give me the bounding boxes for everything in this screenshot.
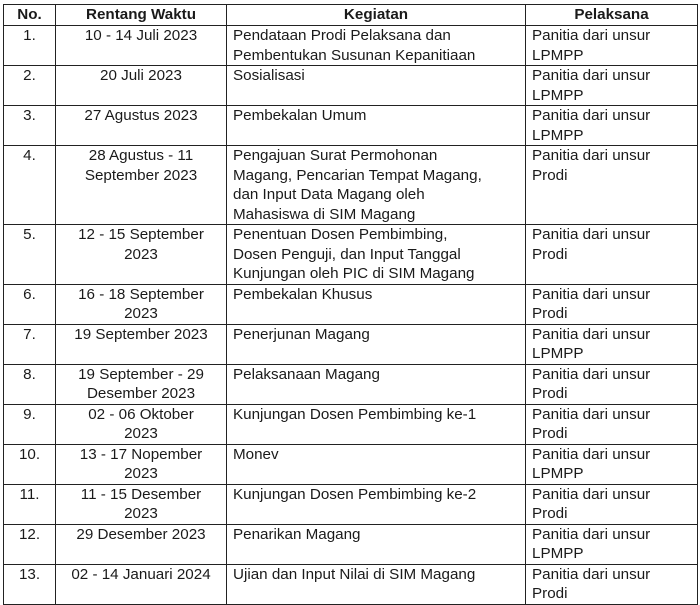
executor-cell bbox=[526, 26, 698, 66]
table-row bbox=[4, 225, 698, 285]
activity-cell-line: Magang, Pencarian Tempat Magang, bbox=[233, 166, 482, 184]
time-range-cell-line: September 2023 bbox=[84, 166, 198, 184]
activity-cell-line: dan Input Data Magang oleh bbox=[233, 186, 425, 203]
executor-cell-line: LPMPP bbox=[532, 86, 584, 104]
executor-cell bbox=[526, 284, 698, 324]
activity-cell-line: Kunjungan Dosen Pembimbing ke-2 bbox=[233, 485, 477, 503]
table-row bbox=[4, 66, 698, 106]
time-range-cell-line: 11 - 15 Desember bbox=[80, 485, 202, 503]
time-range-cell-line: 16 - 18 September bbox=[78, 285, 204, 303]
executor-cell-line: LPMPP bbox=[532, 345, 584, 362]
executor-cell-line: Panitia dari unsur bbox=[532, 107, 651, 124]
executor-cell bbox=[526, 364, 698, 404]
time-range-cell-line: 2023 bbox=[124, 465, 158, 482]
executor-cell-line: Panitia dari unsur bbox=[532, 365, 651, 383]
row-number: 4. bbox=[4, 146, 56, 225]
time-range-cell-line: 28 Agustus - 11 bbox=[88, 147, 194, 164]
executor-cell bbox=[526, 524, 698, 564]
executor-cell-line: Prodi bbox=[532, 585, 568, 602]
row-number: 11. bbox=[4, 484, 56, 524]
table-row bbox=[4, 364, 698, 404]
activity-cell bbox=[227, 106, 526, 146]
row-number: 3. bbox=[4, 106, 56, 146]
time-range-cell bbox=[56, 444, 227, 484]
row-number: 8. bbox=[4, 364, 56, 404]
time-range-cell bbox=[56, 564, 227, 604]
executor-cell-line: Panitia dari unsur bbox=[532, 525, 651, 543]
time-range-cell-line: 29 Desember 2023 bbox=[76, 525, 206, 543]
time-range-cell bbox=[56, 404, 227, 444]
time-range-cell-line: 02 - 14 Januari 2024 bbox=[71, 565, 211, 583]
executor-cell-line: Panitia dari unsur bbox=[532, 325, 651, 343]
executor-cell-line: LPMPP bbox=[532, 46, 584, 64]
time-range-cell-line: 20 Juli 2023 bbox=[100, 67, 182, 84]
row-number: 9. bbox=[4, 404, 56, 444]
time-range-cell-line: 2023 bbox=[124, 425, 158, 442]
column-header-activity: Kegiatan bbox=[227, 5, 526, 26]
time-range-cell bbox=[56, 284, 227, 324]
activity-cell-line: Pembentukan Susunan Kepanitiaan bbox=[233, 46, 476, 64]
table-row bbox=[4, 146, 698, 225]
table-row bbox=[4, 524, 698, 564]
activity-cell bbox=[227, 146, 526, 225]
executor-cell bbox=[526, 484, 698, 524]
activity-cell bbox=[227, 364, 526, 404]
executor-cell-line: Panitia dari unsur bbox=[532, 485, 651, 503]
table-row bbox=[4, 106, 698, 146]
activity-cell-line: Ujian dan Input Nilai di SIM Magang bbox=[233, 565, 476, 583]
activity-cell-line: Sosialisasi bbox=[233, 67, 305, 84]
row-number: 1. bbox=[4, 26, 56, 66]
executor-cell-line: LPMPP bbox=[532, 545, 584, 562]
time-range-cell bbox=[56, 364, 227, 404]
activity-cell-line: Kunjungan oleh PIC di SIM Magang bbox=[233, 265, 475, 282]
time-range-cell bbox=[56, 146, 227, 225]
time-range-cell bbox=[56, 106, 227, 146]
row-number: 10. bbox=[4, 444, 56, 484]
time-range-cell-line: 27 Agustus 2023 bbox=[84, 107, 198, 124]
activity-cell bbox=[227, 404, 526, 444]
executor-cell-line: Panitia dari unsur bbox=[532, 226, 651, 243]
executor-cell bbox=[526, 324, 698, 364]
column-header-executor: Pelaksana bbox=[526, 5, 698, 26]
executor-cell-line: Prodi bbox=[532, 385, 568, 402]
activity-cell bbox=[227, 284, 526, 324]
executor-cell-line: Panitia dari unsur bbox=[532, 27, 651, 44]
row-number: 5. bbox=[4, 225, 56, 285]
executor-cell bbox=[526, 444, 698, 484]
time-range-cell-line: 02 - 06 Oktober bbox=[88, 405, 194, 423]
activity-cell bbox=[227, 484, 526, 524]
executor-cell bbox=[526, 564, 698, 604]
executor-cell-line: Panitia dari unsur bbox=[532, 147, 651, 164]
executor-cell-line: Panitia dari unsur bbox=[532, 445, 651, 463]
activity-cell-line: Penentuan Dosen Pembimbing, bbox=[233, 226, 448, 243]
table-body bbox=[4, 26, 698, 605]
time-range-cell bbox=[56, 484, 227, 524]
activity-cell-line: Penerjunan Magang bbox=[233, 325, 370, 343]
column-header-time-range: Rentang Waktu bbox=[56, 5, 227, 26]
time-range-cell bbox=[56, 324, 227, 364]
time-range-cell-line: 12 - 15 September bbox=[78, 226, 204, 243]
activity-cell bbox=[227, 26, 526, 66]
activity-cell bbox=[227, 524, 526, 564]
table-row bbox=[4, 26, 698, 66]
activity-cell-line: Dosen Penguji, dan Input Tanggal bbox=[233, 245, 461, 263]
activity-cell-line: Pembekalan Umum bbox=[233, 107, 367, 124]
activity-cell bbox=[227, 66, 526, 106]
row-number: 12. bbox=[4, 524, 56, 564]
row-number: 2. bbox=[4, 66, 56, 106]
time-range-cell-line: 19 September 2023 bbox=[74, 325, 208, 343]
row-number: 13. bbox=[4, 564, 56, 604]
activity-cell-line: Pendataan Prodi Pelaksana dan bbox=[233, 27, 451, 44]
activity-cell-line: Pelaksanaan Magang bbox=[233, 365, 380, 383]
time-range-cell-line: 19 September - 29 bbox=[78, 365, 204, 383]
time-range-cell-line: 2023 bbox=[124, 505, 158, 522]
row-number: 6. bbox=[4, 284, 56, 324]
time-range-cell-line: Desember 2023 bbox=[86, 385, 196, 402]
activity-cell bbox=[227, 225, 526, 285]
activity-cell-line: Penarikan Magang bbox=[233, 525, 361, 543]
activity-cell-line: Mahasiswa di SIM Magang bbox=[233, 205, 416, 223]
executor-cell bbox=[526, 146, 698, 225]
table-header-row bbox=[4, 5, 698, 26]
time-range-cell-line: 2023 bbox=[124, 245, 158, 263]
activity-cell-line: Kunjungan Dosen Pembimbing ke-1 bbox=[233, 405, 477, 423]
executor-cell-line: LPMPP bbox=[532, 465, 584, 482]
executor-cell-line: Panitia dari unsur bbox=[532, 405, 651, 423]
executor-cell-line: Prodi bbox=[532, 505, 568, 522]
activity-cell-line: Monev bbox=[233, 445, 279, 463]
time-range-cell bbox=[56, 524, 227, 564]
table-row bbox=[4, 284, 698, 324]
executor-cell-line: Prodi bbox=[532, 245, 568, 263]
column-header-no: No. bbox=[4, 5, 56, 26]
executor-cell-line: Prodi bbox=[532, 305, 568, 322]
executor-cell bbox=[526, 106, 698, 146]
executor-cell-line: Panitia dari unsur bbox=[532, 285, 651, 303]
time-range-cell-line: 2023 bbox=[124, 305, 158, 322]
time-range-cell bbox=[56, 26, 227, 66]
time-range-cell-line: 13 - 17 Nopember bbox=[79, 445, 203, 463]
executor-cell bbox=[526, 404, 698, 444]
executor-cell-line: Prodi bbox=[532, 425, 568, 442]
table-row bbox=[4, 404, 698, 444]
activity-cell bbox=[227, 324, 526, 364]
executor-cell-line: Prodi bbox=[532, 166, 568, 184]
executor-cell bbox=[526, 225, 698, 285]
internship-schedule-table bbox=[3, 4, 698, 605]
activity-cell-line: Pembekalan Khusus bbox=[233, 285, 373, 303]
table-row bbox=[4, 444, 698, 484]
executor-cell-line: LPMPP bbox=[532, 126, 584, 144]
activity-cell bbox=[227, 564, 526, 604]
executor-cell-line: Panitia dari unsur bbox=[532, 565, 651, 583]
table-row bbox=[4, 564, 698, 604]
executor-cell-line: Panitia dari unsur bbox=[532, 67, 651, 84]
time-range-cell-line: 10 - 14 Juli 2023 bbox=[84, 27, 198, 44]
activity-cell bbox=[227, 444, 526, 484]
activity-cell-line: Pengajuan Surat Permohonan bbox=[233, 147, 438, 164]
row-number: 7. bbox=[4, 324, 56, 364]
time-range-cell bbox=[56, 66, 227, 106]
time-range-cell bbox=[56, 225, 227, 285]
executor-cell bbox=[526, 66, 698, 106]
table-row bbox=[4, 484, 698, 524]
table-row bbox=[4, 324, 698, 364]
